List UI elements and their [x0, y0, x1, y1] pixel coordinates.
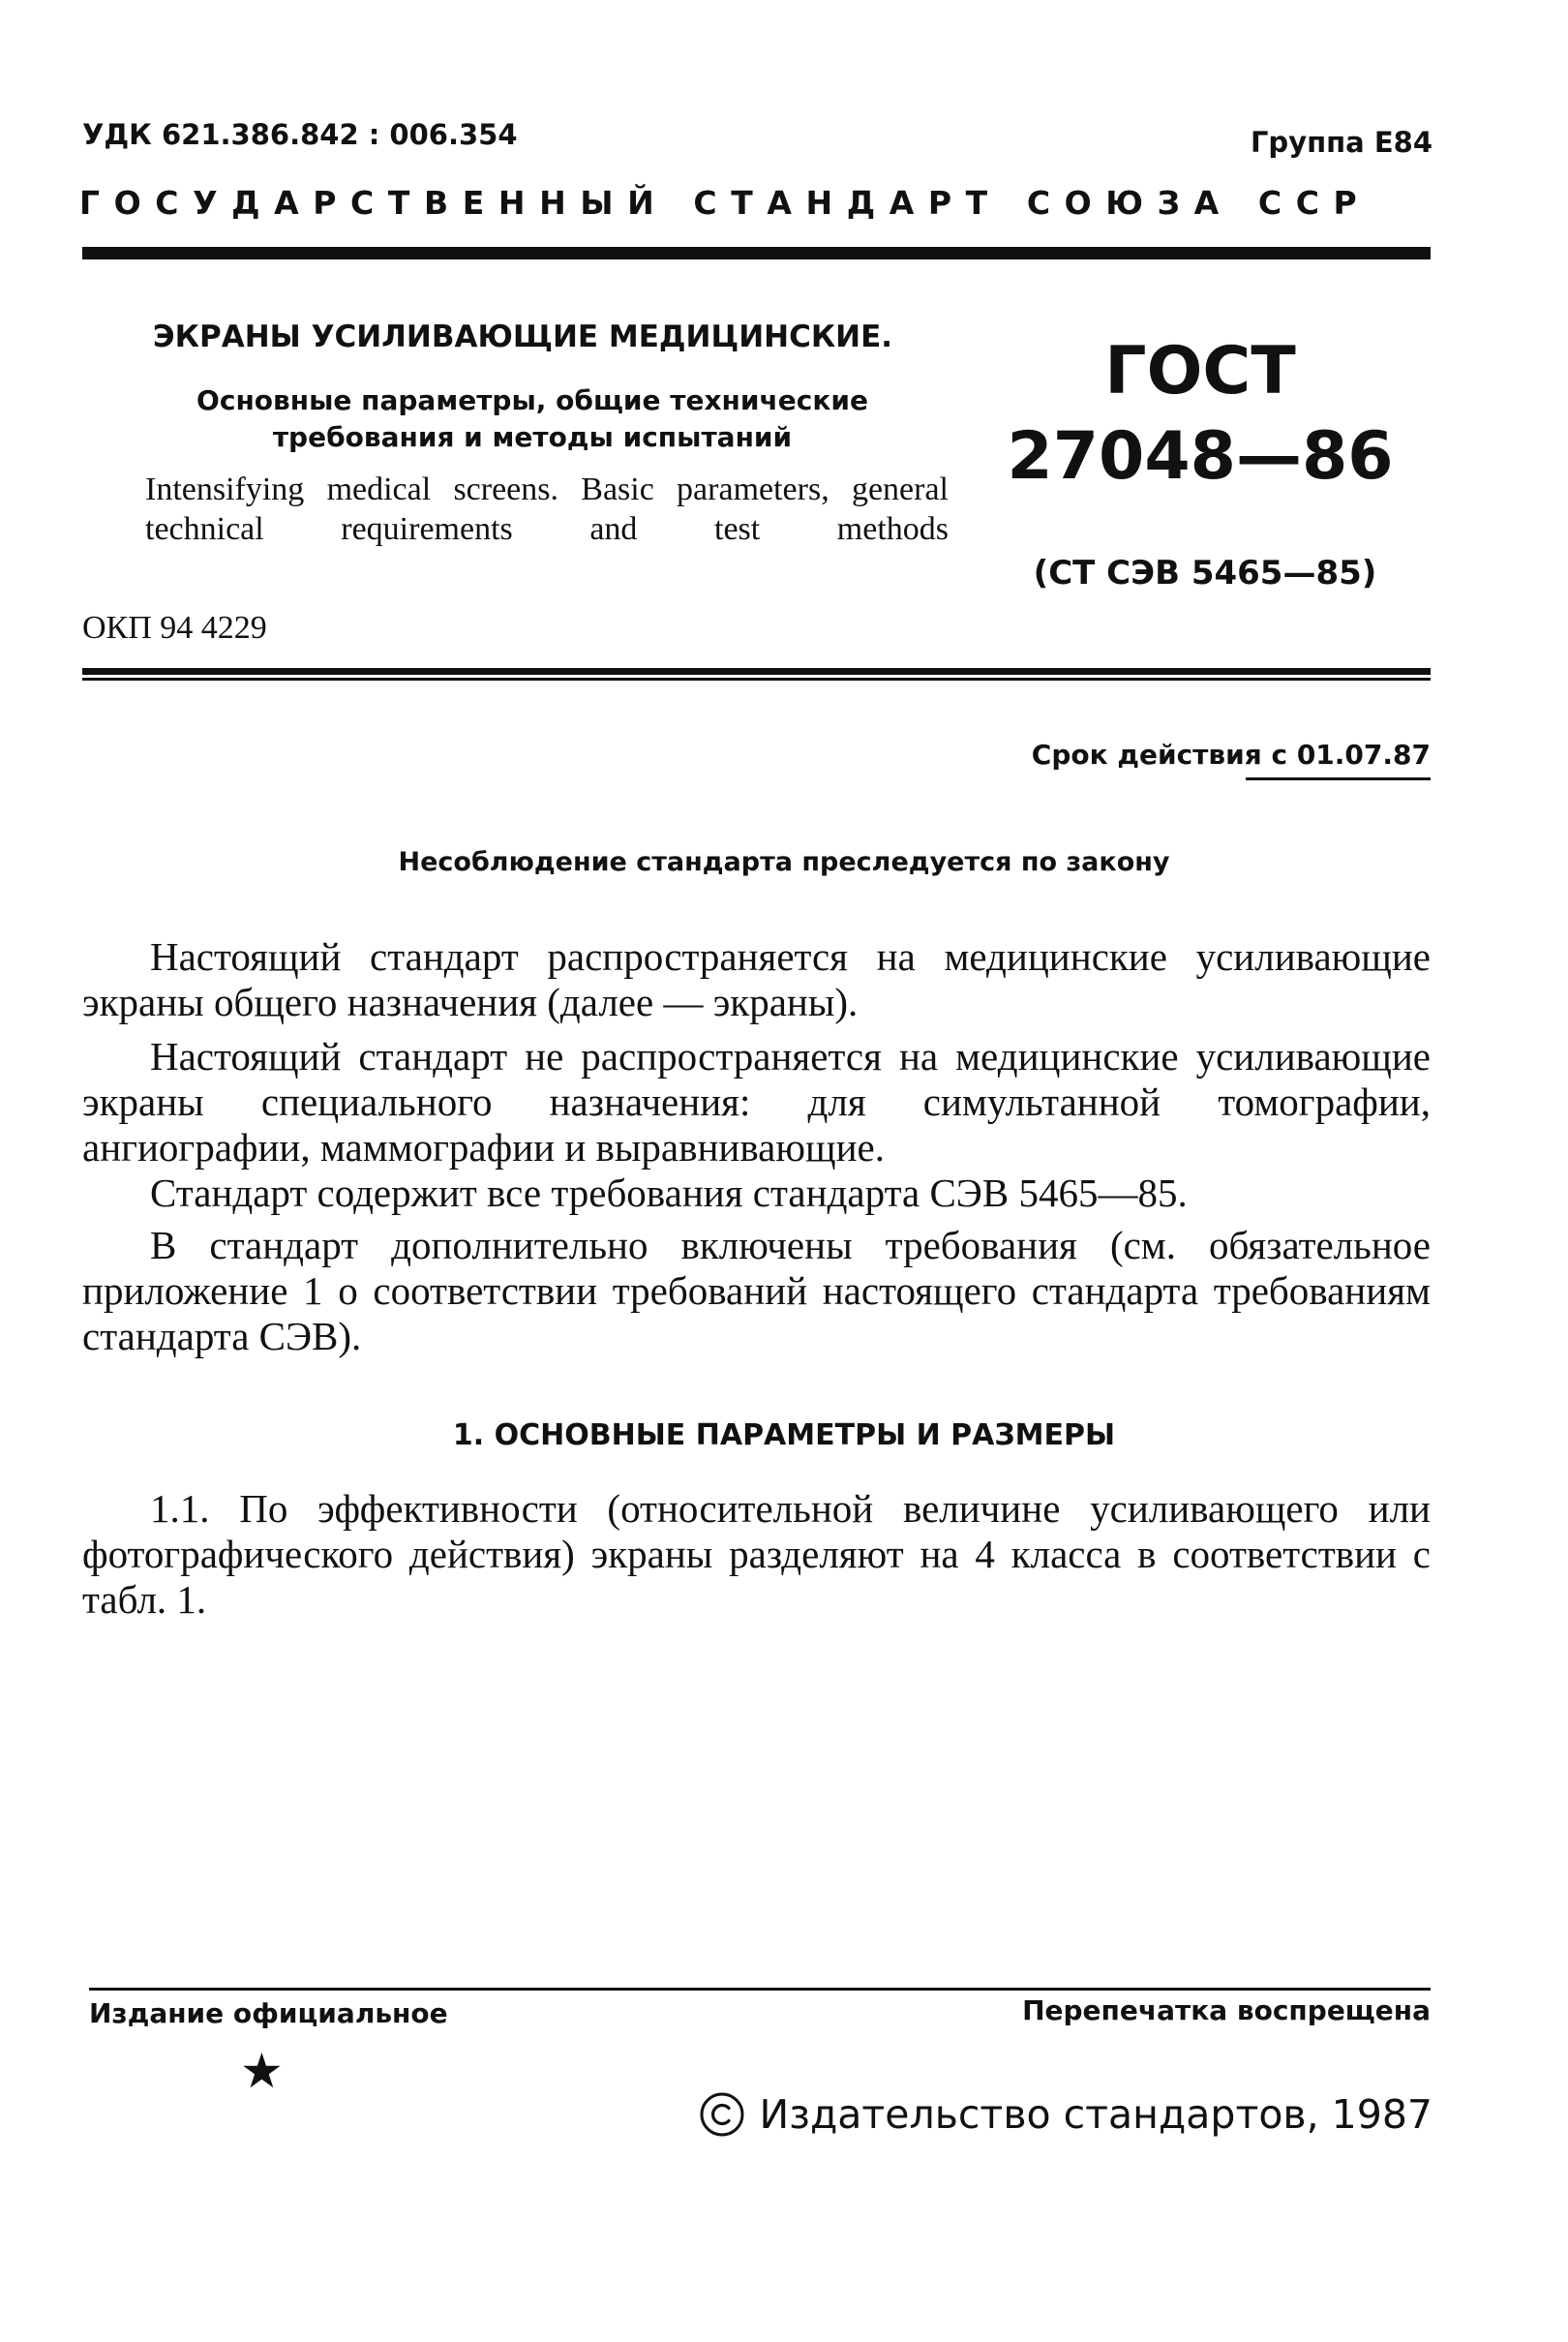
- okp-code: ОКП 94 4229: [82, 610, 267, 646]
- gost-number: 27048—86: [1007, 418, 1394, 496]
- document-title: ЭКРАНЫ УСИЛИВАЮЩИЕ МЕДИЦИНСКИЕ.: [152, 319, 893, 354]
- subtitle-line-1: Основные параметры, общие технические: [196, 384, 868, 416]
- group-code: Группа Е84: [1250, 126, 1432, 159]
- law-notice: Несоблюдение стандарта преследуется по закону: [398, 847, 1170, 877]
- body-paragraph-5: 1.1. По эффективности (относительной величине усиливающего или фотографического действия) экраны разделяют на 4 класса в соответствии с табл. 1.: [82, 1486, 1431, 1623]
- publisher-text: Издательство стандартов, 1987: [759, 2091, 1432, 2138]
- publisher-line: [699, 2091, 1432, 2138]
- header-rule: [82, 247, 1431, 259]
- gost-label: ГОСТ: [1104, 333, 1296, 410]
- english-title: Intensifying medical screens. Basic parameters, general technical requirements and test methods: [145, 471, 949, 548]
- official-edition: Издание официальное: [89, 1997, 448, 2029]
- reprint-notice: Перепечатка воспрещена: [1022, 1994, 1431, 2026]
- body-paragraph-3: Стандарт содержит все требования стандарта СЭВ 5465—85.: [150, 1171, 1188, 1215]
- subtitle-line-2: требования и методы испытаний: [272, 420, 793, 453]
- body-paragraph-4: В стандарт дополнительно включены требования (см. обязательное приложение 1 о соответствии требований настоящего стандарта требованиям стандарта СЭВ).: [82, 1223, 1431, 1359]
- title-rule: [82, 668, 1431, 675]
- validity-underline: [1246, 777, 1431, 780]
- validity-date: Срок действия с 01.07.87: [1031, 739, 1431, 771]
- star-icon: ★: [240, 2043, 284, 2099]
- gost-designation: [978, 329, 1423, 501]
- st-sev-reference: (СТ СЭВ 5465—85): [1033, 554, 1377, 593]
- state-standard-banner: ГОСУДАРСТВЕННЫЙ СТАНДАРТ СОЮЗА ССР: [79, 184, 1372, 222]
- title-rule-thin: [82, 678, 1431, 681]
- udk-code: УДК 621.386.842 : 006.354: [82, 118, 518, 151]
- body-paragraph-1: Настоящий стандарт распространяется на медицинские усиливающие экраны общего назначения (далее — экраны).: [82, 934, 1431, 1025]
- document-subtitle: [165, 382, 900, 456]
- footer-rule: [89, 1988, 1431, 1991]
- section-heading: 1. ОСНОВНЫЕ ПАРАМЕТРЫ И РАЗМЕРЫ: [452, 1418, 1116, 1452]
- copyright-icon: [699, 2091, 745, 2138]
- body-paragraph-2: Настоящий стандарт не распространяется на медицинские усиливающие экраны специального назначения: для симультанной томографии, ангиографии, маммографии и выравнивающие.: [82, 1034, 1431, 1171]
